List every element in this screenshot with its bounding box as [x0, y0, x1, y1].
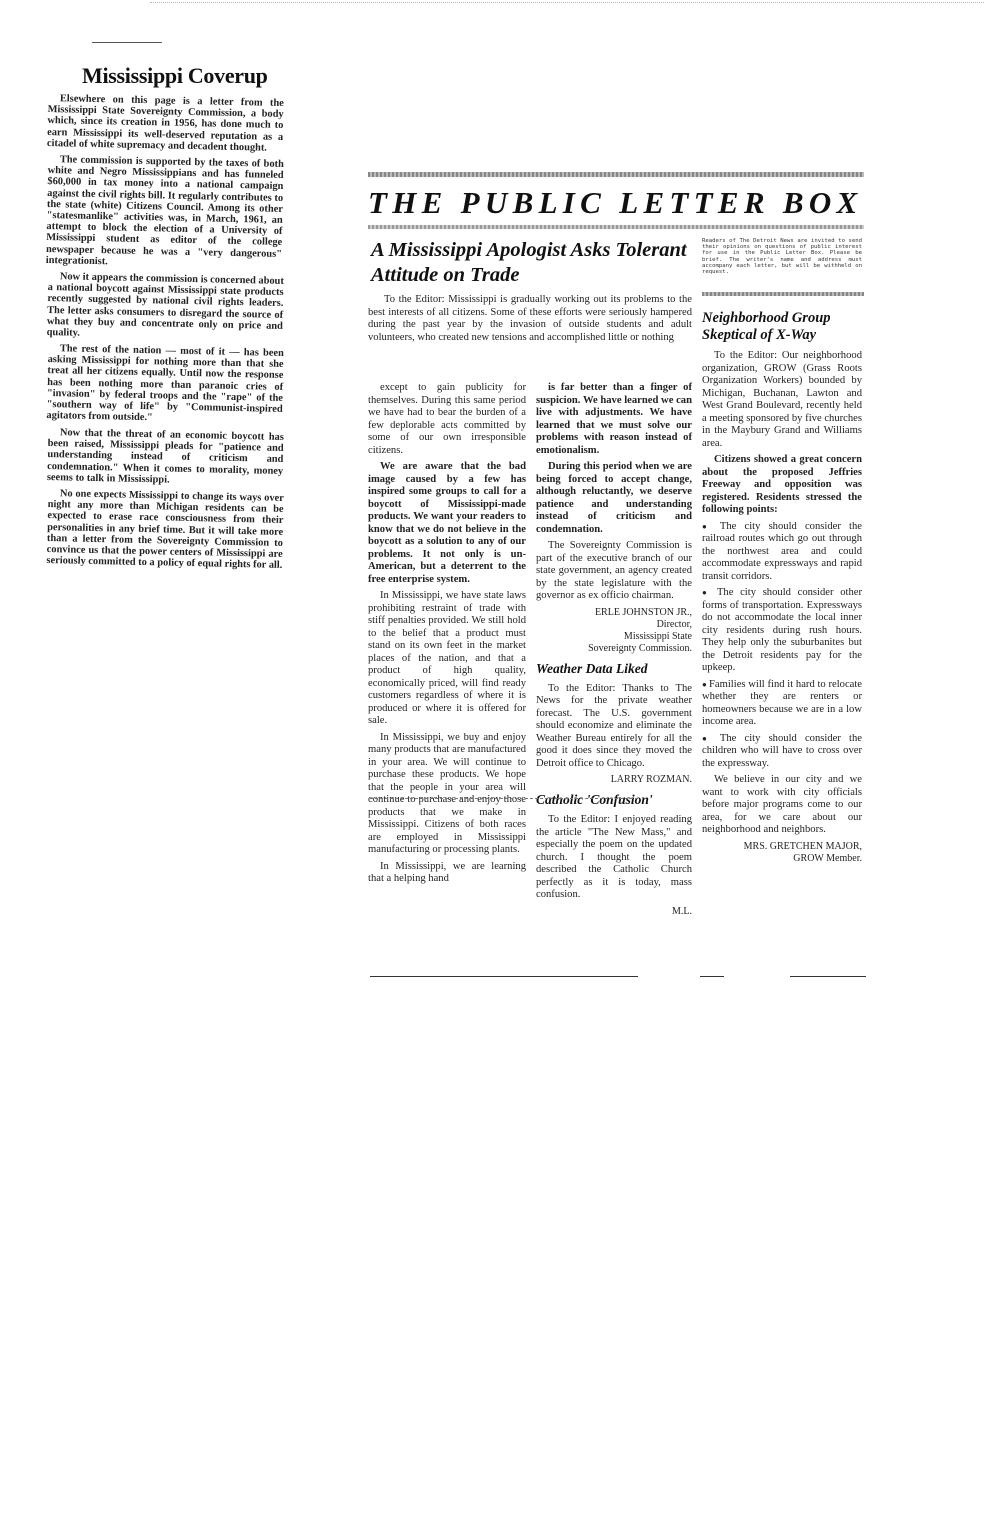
main-letter-paragraph: In Mississippi, we have state laws prohibiting restraint of trade with stiff penalties provided. We still hold to the belief that a product must stand on its own feet in the market places of the nation, and that a product of high quality, economically priced, will find ready customers regardless of where it is produced or where it is offered for sale. — [368, 590, 526, 726]
top-dotted-border — [150, 2, 984, 3]
main-letter-headline: A Mississippi Apologist Asks Tolerant Attitude on Trade — [371, 239, 687, 286]
editorial-paragraph: Elsewhere on this page is a letter from the Mississippi State Sovereignty Commission, a body which, since its creation in 1956, has done much to earn Mississippi its well-deserved reputation as a citadel of white supremacy and decadent thought. — [46, 93, 284, 154]
neighborhood-bullet: ● Families will find it hard to relocate whether they are renters or homeowners because we are in a low income area. — [702, 679, 862, 729]
signature-line: Director, — [656, 618, 692, 630]
main-letter-paragraph: We are aware that the bad image caused by a few has inspired some groups to call for a boycott of Mississippi-made products. We want your readers to know that we do not believe in the boycott as a solution to any of our problems. It not only is un-American, but a deterrent to the free enterprise system. — [368, 461, 526, 585]
neighborhood-bullet: ● The city should consider other forms of transportation. Expressways do not accommodate the local inner city residents during rush hours. They help only the suburbanites but the Detroit residents pay for the upkeep. — [702, 587, 862, 675]
main-letter-lead-paragraph: To the Editor: Mississippi is gradually working out its problems to the best interests of all citizens. Some of these efforts were seriously hampered during the past year by the invasion of outside students and adult volunteers, who created new tensions and accomplished little or nothing — [368, 294, 692, 343]
signature-line: MRS. GRETCHEN MAJOR, — [743, 840, 862, 852]
editorial-paragraph: Now it appears the commission is concerned about a national boycott against Mississippi state products recently suggested by national civil rights leaders. The letter asks consumers to disregard the source of what they buy and concentrate only on price and quality. — [46, 271, 284, 339]
editorial-paragraph: The commission is supported by the taxes of both white and Negro Mississippians and has funneled $60,000 in tax money into a national campaign against the civil rights bill. It regularly contributes to the state (white) Citizens Council. Among its other "statesmanlike" activities was, in March, 1961, an attempt to block the election of a University of Mississippi student as editor of the college newspaper because he was a "very dangerous" integrationist. — [45, 154, 284, 268]
editorial-column — [45, 42, 284, 571]
main-letter-paragraph: is far better than a finger of suspicion. We have learned we can live with adjustments. We have learned that we must solve our problems with reason instead of emotionalism. — [536, 382, 692, 456]
editorial-paragraph: The rest of the nation — most of it — has been asking Mississippi for nothing more than that she treat all her citizens equally. Until now the response has been nothing more than paranoic cries of "invasion" by federal troops and the "rape" of the "southern way of life" by "Communist-inspired agitators from outside." — [46, 343, 284, 424]
editorial-rule — [92, 42, 162, 43]
main-letter-lead — [368, 294, 692, 348]
editorial-paragraph: No one expects Mississippi to change its ways over night any more than Michigan residents can be expected to erase race consciousness from their personalities in any brief time. But it will take more than a letter from the Sovereignty Commission to convince us that the power centers of Mississippi are seriously committed to a policy of equal rights for all. — [46, 487, 284, 571]
signature-line: ERLE JOHNSTON JR., — [594, 606, 692, 618]
weather-letter-headline: Weather Data Liked — [536, 660, 648, 676]
neighborhood-letter-closing: We believe in our city and we want to work with city officials before major programs come to our area, for we care about our neighborhood and neighbors. — [702, 774, 862, 835]
masthead-top-bar — [368, 172, 864, 177]
signature-line: Sovereignty Commission. — [588, 642, 692, 654]
editorial-paragraph: Now that the threat of an economic boycott has been raised, Mississippi pleads for "patience and understanding instead of criticism and condemnation." When it comes to morality, money seems to talk in Mississippi. — [46, 426, 284, 486]
notice-bar — [702, 292, 864, 296]
neighborhood-letter-column — [702, 310, 862, 871]
editorial-title: Mississippi Coverup — [82, 63, 268, 88]
neighborhood-bullet: ● The city should consider the children who will have to cross over the expressway. — [702, 733, 862, 771]
submission-notice: Readers of The Detroit News are invited to send their opinions on questions of public interest for use in the Public Letter Box. Please be brief. The writer's name and address must accompany each letter, but will be withheld on request. — [702, 238, 862, 276]
neighborhood-letter-intro: To the Editor: Our neighborhood organization, GROW (Grass Roots Organization Workers) bounded by Michigan, Buchanan, Lawton and West Grand Boulevard, recently held a meeting sponsored by five churches in the Maybury Grand and Williams area. — [702, 350, 862, 449]
main-letter-column-b — [536, 382, 692, 924]
neighborhood-letter-signature — [702, 841, 862, 865]
main-letter-paragraph: In Mississippi, we buy and enjoy many products that are manufactured in your area. We will continue to purchase these products. We hope that the people in your area will continue to purchase and enjoy those products that we make in Mississippi. Citizens of both races are employed in Mississippi manufacturing or processing plants. — [368, 731, 526, 855]
bottom-dashed-rule — [370, 798, 638, 799]
signature-line: GROW Member. — [793, 852, 862, 864]
neighborhood-letter-paragraph: Citizens showed a great concern about the proposed Jeffries Freeway and opposition was registered. Residents stressed the following points: — [702, 454, 862, 515]
bottom-rule-mid — [700, 976, 724, 977]
catholic-letter-signature: M.L. — [672, 905, 692, 917]
neighborhood-letter-headline: Neighborhood Group Skeptical of X-Way — [702, 310, 831, 343]
main-letter-paragraph: except to gain publicity for themselves. During this same period we have had to bear the burden of a few deplorable acts committed by some of our own irresponsible citizens. — [368, 382, 526, 456]
catholic-letter-body: To the Editor: I enjoyed reading the article "The New Mass," and especially the poem on the updated church. I thought the poem described the Catholic Church perfectly as it is today, mass confusion. — [536, 814, 692, 900]
catholic-letter-headline: Catholic 'Confusion' — [536, 792, 653, 807]
bottom-rule-left — [370, 976, 638, 977]
bottom-rule-right — [790, 976, 866, 977]
masthead-bottom-bar — [368, 225, 864, 229]
signature-line: Mississippi State — [623, 630, 692, 642]
neighborhood-bullet: ● The city should consider the railroad routes which go out through the northwest area and could accommodate expressways and rapid transit corridors. — [702, 521, 862, 584]
weather-letter-signature: LARRY ROZMAN. — [610, 774, 692, 785]
letter-box-section — [368, 172, 864, 917]
main-letter-paragraph: The Sovereignty Commission is part of the executive branch of our state government, an agency created by the state legislature with the governor as ex officio chairman. — [536, 540, 692, 601]
main-letter-paragraph: During this period when we are being forced to accept change, although reluctantly, we deserve patience and understanding instead of criticism and condemnation. — [536, 461, 692, 535]
main-letter-paragraph: In Mississippi, we are learning that a helping hand — [368, 860, 526, 884]
weather-letter-body: To the Editor: Thanks to The News for the private weather forecast. The U.S. government should economize and eliminate the Weather Bureau entirely for all the good it does since they moved the Detroit office to Chicago. — [536, 682, 692, 769]
letter-box-title: THE PUBLIC LETTER BOX — [368, 185, 863, 220]
main-letter-signature — [536, 607, 692, 655]
main-letter-column-a — [368, 382, 526, 890]
